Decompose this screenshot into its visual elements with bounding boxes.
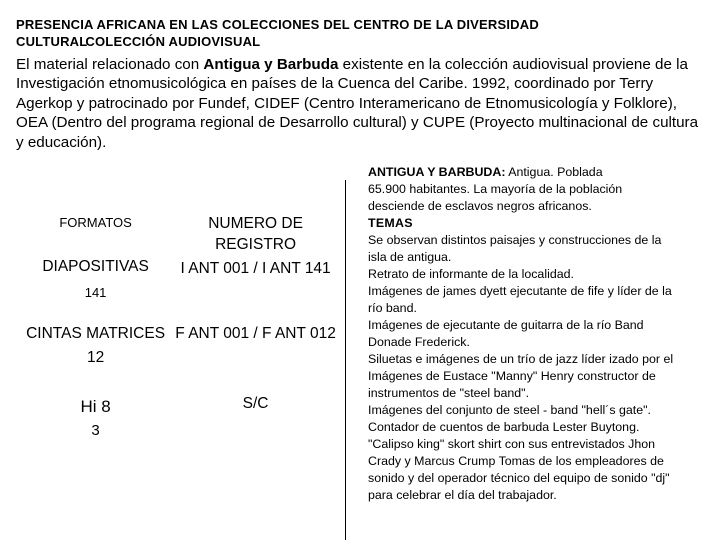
column-divider: [345, 180, 346, 540]
tema-line: para celebrar el día del trabajador.: [368, 488, 557, 502]
tema-line: Imágenes de ejecutante de guitarra de la río Band: [368, 318, 644, 332]
format-cell: [18, 257, 173, 322]
intro-paragraph: [16, 55, 706, 152]
format-cell: [18, 322, 173, 392]
intro-highlight: Antigua y Barbuda: [203, 56, 339, 73]
tema-line: sonido y del operador técnico del equipo de sonido "dj": [368, 471, 670, 485]
heading-line-1: PRESENCIA AFRICANA EN LAS COLECCIONES DEL CENTRO DE LA DIVERSIDAD: [16, 17, 539, 32]
formats-table: [18, 205, 338, 453]
formats-row: [18, 393, 338, 453]
formats-row: [18, 257, 338, 322]
side-title-line: 65.900 habitantes. La mayoría de la población: [368, 182, 623, 196]
formats-row: [18, 322, 338, 392]
side-panel: [368, 164, 712, 504]
tema-line: Donade Frederick.: [368, 335, 470, 349]
tema-line: "Calipso king" skort shirt con sus entrevistados Jhon: [368, 437, 656, 451]
format-cell: [18, 393, 173, 453]
format-registro: S/C: [242, 395, 269, 412]
intro-after: existente en la colección audiovisual proviene de la Investigación etnomusicológica en países de la Cuenca del Caribe. 1992, coordinado por Terry Agerkop y patrocinado por Fundef, CIDEF (Centro Interamericano de Etnomusicología y Folklore), OEA (Dentro del programa regional de Desarrollo cultural) y CUPE (Proyecto multinacional de cultura y educación).: [16, 56, 699, 151]
side-title: [368, 164, 712, 181]
tema-line: Imágenes de james dyett ejecutante de fife y líder de la: [368, 284, 672, 298]
tema-line: Se observan distintos paisajes y construcciones de la: [368, 233, 662, 247]
format-registro: I ANT 001 / I ANT 141: [180, 260, 331, 277]
tema-line: Crady y Marcus Crump Tomas de los empleadores de: [368, 454, 664, 468]
format-name: Hi 8: [80, 397, 111, 416]
tema-line: Contador de cuentos de barbuda Lester Buytong.: [368, 420, 640, 434]
format-count: 12: [86, 349, 105, 366]
side-title-rest: Antigua. Poblada: [505, 165, 603, 179]
heading-line-2: [16, 33, 706, 50]
tema-line: Retrato de informante de la localidad.: [368, 267, 574, 281]
formats-header-right: NUMERO DE REGISTRO: [208, 215, 303, 253]
side-title-line: desciende de esclavos negros africanos.: [368, 199, 592, 213]
tema-line: isla de antigua.: [368, 250, 452, 264]
tema-line: Imágenes de Eustace "Manny" Henry constructor de: [368, 369, 656, 383]
heading-subtitle: COLECCIÓN AUDIOVISUAL: [85, 34, 261, 49]
tema-line: río band.: [368, 301, 417, 315]
intro-before: El material relacionado con: [16, 56, 204, 73]
format-registro: F ANT 001 / F ANT 012: [175, 325, 336, 342]
format-name: CINTAS MATRICES: [26, 325, 166, 342]
format-count: 3: [91, 422, 100, 439]
heading-cultural: CULTURAL: [16, 34, 88, 49]
tema-line: instrumentos de "steel band".: [368, 386, 530, 400]
formats-header-row: [18, 205, 338, 253]
format-count: 141: [84, 285, 107, 300]
formats-header-left: FORMATOS: [59, 215, 132, 230]
tema-line: Siluetas e imágenes de un trío de jazz líder izado por el: [368, 352, 674, 366]
side-title-bold: ANTIGUA Y BARBUDA:: [368, 165, 506, 179]
page-heading: [16, 16, 706, 50]
format-name: DIAPOSITIVAS: [42, 258, 149, 275]
temas-label: TEMAS: [368, 216, 413, 230]
tema-line: Imágenes del conjunto de steel - band "hell´s gate".: [368, 403, 651, 417]
